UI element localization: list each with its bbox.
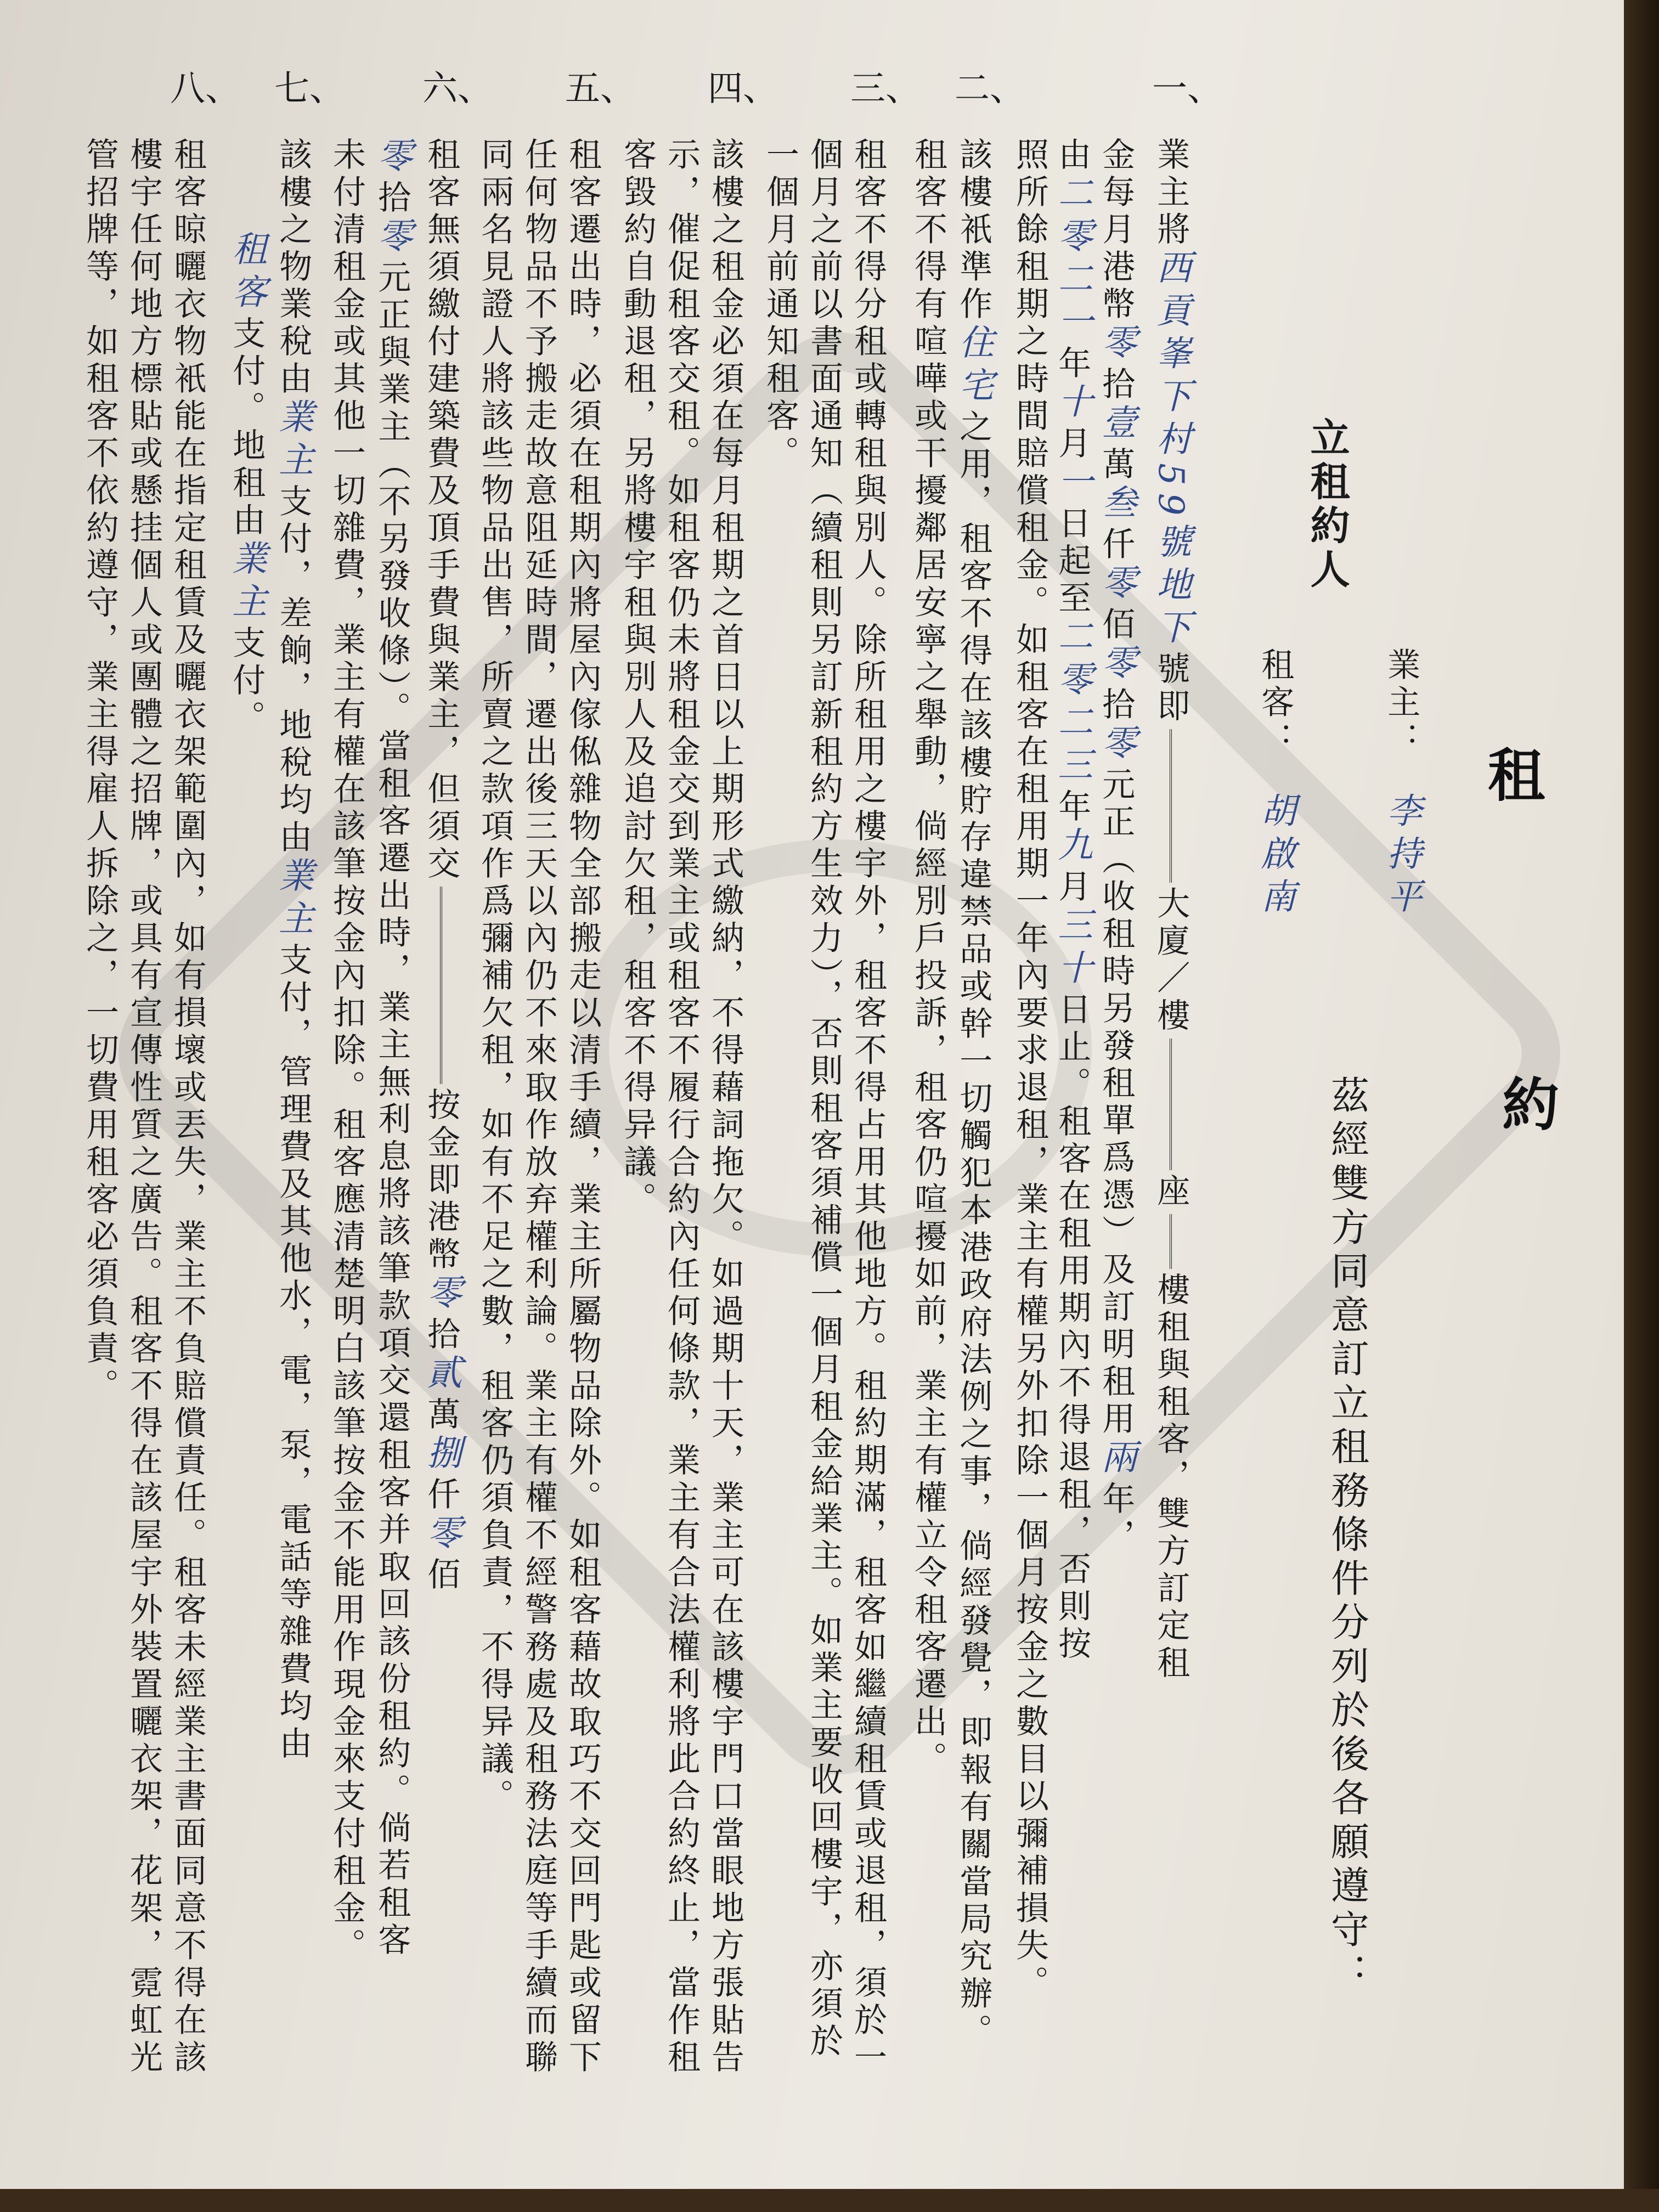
deposit-digit: 零 [421, 1274, 462, 1317]
clause1-text: 業主將 [1152, 137, 1190, 249]
clause1-text: 佰 [1097, 607, 1136, 644]
clause1-text: 年， [1097, 1481, 1136, 1556]
desk-edge [1624, 0, 1659, 2212]
start-year: 二零二一 [1052, 174, 1093, 346]
clause1-text: 元正（收租時另發租單爲憑）及訂明租用 [1097, 767, 1136, 1438]
clause6-text: 佰 [422, 1557, 461, 1594]
clause1-text: 由 [1053, 137, 1092, 174]
clause6-text: 元正與業主（不另發收條）。當租客遷出時，業主無利息將該筆款項交還租客并取回該份租約。倘若租客 [373, 260, 411, 1960]
tenant-line [1255, 647, 1296, 921]
rent-digit: 壹 [1096, 404, 1137, 447]
clause-number-6: 六、 [422, 69, 493, 109]
clause6-text: 萬 [422, 1397, 461, 1434]
clause-number-8: 八、 [170, 69, 240, 109]
clause3-line2: 個月之前以書面通知（續租則另訂新租約方生效力），否則租客須補償一個月租金給業主。如業主要收回樓宇，亦須於 [805, 137, 843, 2061]
clause5-line1: 租客遷出時，必須在租期內將屋內傢俬雜物全部搬走以清手續，業主所屬物品除外。如租客藉故取巧不交回門匙或留下 [563, 137, 602, 2077]
clause1-line4: 照所餘租期之時間賠償租金。如租客在租用期一年內要求退租，業主有權另外扣除一個月按金之數目以彌補損失。 [1011, 137, 1049, 2002]
clause-number-4: 四、 [708, 69, 778, 109]
clause4-line3: 客毀約自動退租，另將樓宇租與別人及追討欠租，租客不得异議。 [618, 137, 657, 1219]
clause4-line2: 示，催促租客交租。如租客仍未將租金交到業主或租客不履行合約內任何條款，業主有合法權利將此合約終止，當作租 [662, 137, 701, 2077]
clause7-text: 支付。地租由 [227, 316, 266, 540]
blank-line [1170, 1039, 1172, 1170]
property-address: 西貢峯下村59號地下 [1150, 249, 1192, 652]
deposit-digit: 貳 [421, 1354, 462, 1397]
clause2-line2: 租客不得有喧嘩或干擾鄰居安寧之舉動，倘經別戶投訴，租客仍喧擾如前，業主有權立令租客遷出。 [909, 137, 947, 1779]
blank-line [1170, 729, 1172, 883]
desk-bottom [0, 2189, 1659, 2212]
clause6-line3: 未付清租金或其他一切雜費，業主有權在該筆按金內扣除。租客應清楚明白該筆按金不能用作現金來支付租金。 [328, 137, 366, 1965]
landlord-label: 業主： [1382, 647, 1421, 759]
clause4-line1: 該樓之租金必須在每月租期之首日以上期形式繳納，不得藉詞拖欠。如過期十天，業主可在該樓宇門口當眼地方張貼告 [706, 137, 744, 2077]
fees-payer: 租客 [226, 230, 267, 316]
clause-number-7: 七、 [274, 69, 345, 109]
clause1-text: 座 [1152, 1173, 1190, 1211]
landlord-line [1381, 647, 1422, 921]
clause7-text: 支付。 [227, 625, 266, 737]
clause2-line1 [953, 137, 994, 2051]
rates-payer: 業主 [273, 857, 314, 943]
clause-number-5: 五、 [565, 69, 635, 109]
property-usage: 住宅 [953, 324, 994, 409]
clause-number-3: 三、 [850, 69, 921, 109]
clause8-line3: 管招牌等，如租客不依約遵守，業主得雇人拆除之，一切費用租客必須負責。 [81, 137, 119, 1406]
clause6-text: 租客無須繳付建築費及頂手費與業主，但須交 [422, 137, 461, 883]
deposit-digit: 零 [371, 137, 413, 180]
rent-digit: 零 [1096, 324, 1137, 366]
clause7-text: 支付，管理費及其他水，電，泵，電話等雜費均由 [274, 943, 313, 1763]
clause1-text: 年 [1053, 789, 1092, 826]
parties-heading: 立租約人 [1304, 417, 1350, 592]
start-month: 十 [1052, 383, 1093, 426]
clause1-line1 [1150, 137, 1192, 1683]
rent-digit: 零 [1096, 644, 1137, 687]
clause1-text: 號即 [1152, 651, 1190, 726]
clause1-text: 拾 [1097, 366, 1136, 404]
clause7-text: 支付，差餉，地稅均由 [274, 484, 313, 857]
clause1-text: 大廈／樓 [1152, 886, 1190, 1036]
clause6-text: 按金即港幣 [422, 1087, 461, 1274]
blank-line [1170, 1214, 1172, 1269]
term-years: 兩 [1096, 1438, 1137, 1481]
tenant-label: 租客： [1256, 647, 1295, 759]
clause3-line1: 租客不得分租或轉租與別人。除所租用之樓宇外，租客不得占用其他地方。租約期滿，租客如繼續租賃或退租，須於一 [849, 137, 887, 2077]
blank-line [440, 887, 442, 1084]
end-month: 九 [1052, 826, 1093, 869]
deposit-digit: 零 [421, 1514, 462, 1557]
clause1-text: 年 [1053, 346, 1092, 383]
tenant-name: 胡啟南 [1255, 792, 1296, 921]
end-day: 三十 [1052, 906, 1093, 992]
clause1-text: 日起至 [1053, 506, 1092, 618]
title-char-2: 約 [1502, 1071, 1560, 1138]
clause5-line3: 同兩名見證人將該些物品出售，所賣之款項作爲彌補欠租，如有不足之數，租客仍須負責，不得异議。 [476, 137, 514, 1816]
title-char-1: 租 [1488, 742, 1545, 809]
clause6-text: 拾 [422, 1317, 461, 1354]
clause1-line3 [1052, 137, 1093, 1663]
clause7-line2 [226, 230, 267, 737]
clause-number-1: 一、 [1152, 69, 1222, 109]
rent-digit: 零 [1096, 724, 1137, 767]
clause8-line2: 樓宇任何地方標貼或懸挂個人或團體之招牌，或具有宣傳性質之廣告。租客不得在該屋宇外裝置曬衣架，花架，霓虹光 [125, 137, 163, 2077]
clause1-text: 金每月港幣 [1097, 137, 1136, 324]
rent-digit: 零 [1096, 564, 1137, 607]
clause7-text: 該樓之物業稅由 [274, 137, 313, 398]
clause1-text: 日止。租客在租用期內不得退租，否則按 [1053, 992, 1092, 1663]
clause3-line3: 一個月前通知租客。 [761, 137, 799, 473]
clause1-text: 月 [1053, 869, 1092, 906]
clause2-text: 該樓衹準作 [954, 137, 993, 324]
deposit-digit: 零 [371, 217, 413, 260]
clause1-text: 仟 [1097, 527, 1136, 564]
clause1-text: 萬 [1097, 447, 1136, 484]
clause1-text: 樓租與租客，雙方訂定租 [1152, 1272, 1190, 1683]
ground-rent-payer: 業主 [226, 540, 267, 625]
property-tax-payer: 業主 [273, 398, 314, 484]
clause-number-2: 二、 [955, 69, 1025, 109]
clause1-text: 月 [1053, 426, 1092, 463]
clause2-text: 之用，租客不得在該樓貯存違禁品或幹一切觸犯本港政府法例之事，倘經發覺，即報有關當局究辦。 [954, 409, 993, 2051]
clause1-text: 拾 [1097, 687, 1136, 724]
deposit-digit: 捌 [421, 1434, 462, 1477]
clause8-line1: 租客晾曬衣物衹能在指定租賃及曬衣架範圍內，如有損壞或丟失，業主不負賠償責任。租客未經業主書面同意不得在該 [168, 137, 207, 2077]
clause1-line2 [1096, 137, 1137, 1556]
agreement-statement: 茲經雙方同意訂立租務條件分列於後各願遵守： [1324, 1075, 1370, 1997]
clause6-line2 [371, 137, 413, 1960]
clause5-line2: 任何物品不予搬走故意阻延時間，遷出後三天以內仍不來取作放弃權利論。業主有權不經警務處及租務法庭等手續而聯 [520, 137, 558, 2077]
clause6-line1 [421, 137, 462, 1594]
rent-digit: 叁 [1096, 484, 1137, 527]
end-year: 二零二三 [1052, 618, 1093, 789]
clause7-line1 [273, 137, 314, 1763]
clause6-text: 拾 [373, 180, 411, 217]
start-day: 一 [1052, 463, 1093, 506]
landlord-name: 李持平 [1381, 792, 1422, 921]
clause6-text: 仟 [422, 1477, 461, 1514]
